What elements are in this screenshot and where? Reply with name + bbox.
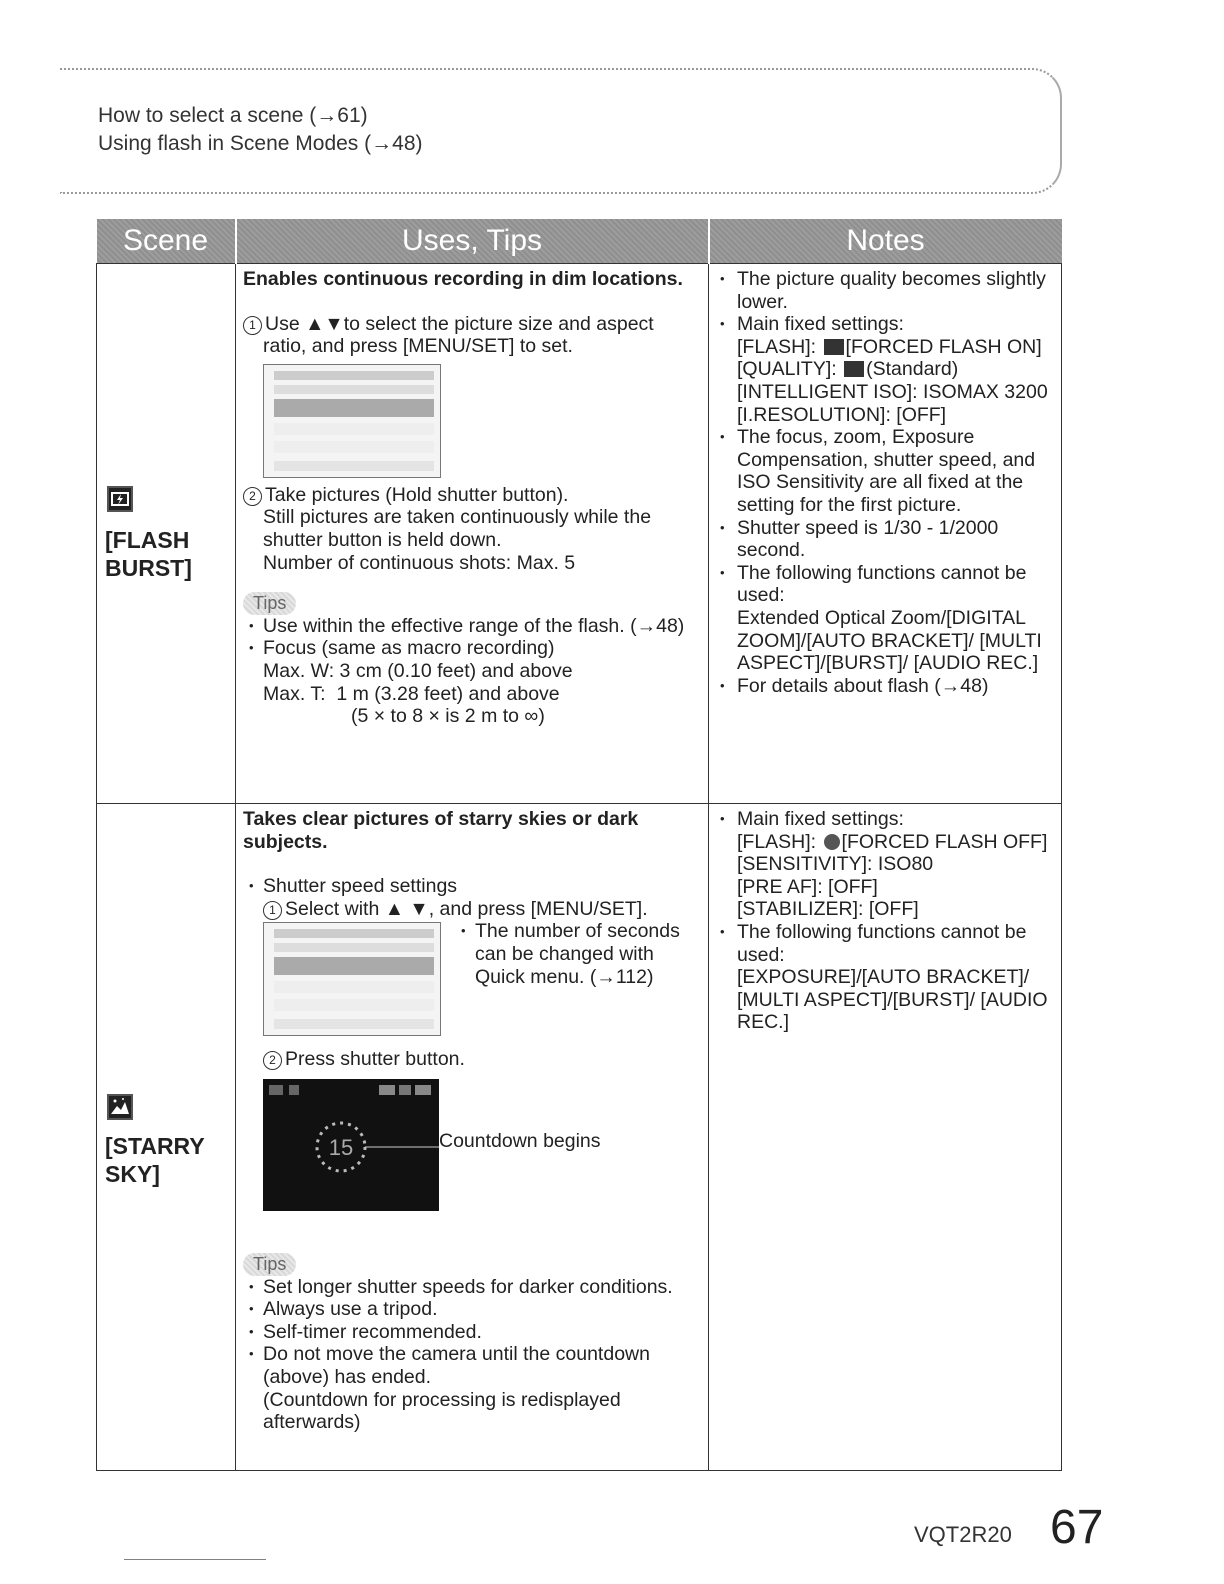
starry-sky-note2: • The following functions cannot be used:	[717, 921, 1057, 966]
starry-sky-tips-label: Tips	[243, 1253, 296, 1276]
table-row-starry-sky	[97, 804, 1062, 1471]
flash-burst-note5: • The following functions cannot be used:	[717, 562, 1057, 607]
starry-sky-bullet1: • Shutter speed settings	[243, 875, 702, 898]
flash-burst-note3: • The focus, zoom, Exposure Compensation, shutter speed, and ISO Sensitivity are all fixed at the setting for the first picture.	[717, 426, 1057, 516]
flash-burst-note2-ires: [I.RESOLUTION]: [OFF]	[737, 403, 947, 426]
starry-sky-tip4-line1: (Countdown for processing is redisplayed afterwards)	[263, 1388, 621, 1434]
flash-burst-note2: • Main fixed settings:	[717, 313, 1057, 336]
flash-burst-note2-iso: [INTELLIGENT ISO]: ISOMAX 3200	[737, 380, 1048, 403]
scene-cell-starry-sky	[97, 804, 236, 1471]
picture-size-menu-screen	[263, 364, 441, 478]
starry-sky-icon	[107, 1094, 133, 1120]
flash-burst-tip2-line1: Max. W: 3 cm (0.10 feet) and above	[263, 659, 573, 682]
flash-burst-tips-label: Tips	[243, 592, 296, 615]
starry-sky-headline: Takes clear pictures of starry skies or dark subjects.	[243, 808, 639, 853]
page-number: 67	[1050, 1501, 1104, 1554]
flash-burst-icon	[107, 486, 133, 512]
starry-sky-note1-sensitivity: [SENSITIVITY]: ISO80	[737, 853, 934, 876]
uses-cell-flash-burst	[236, 264, 709, 804]
starry-sky-tip2: • Always use a tripod.	[243, 1298, 702, 1321]
table-header-row	[97, 219, 1062, 264]
starry-sky-screen-row	[243, 920, 702, 1042]
starry-sky-step1: 1 Select with ▲ ▼, and press [MENU/SET].	[243, 898, 702, 921]
shutter-speed-menu-screen	[263, 922, 441, 1036]
starry-sky-note2-line1: [EXPOSURE]/[AUTO BRACKET]/ [MULTI ASPECT]/[BURST]/ [AUDIO REC.]	[737, 966, 1048, 1034]
flash-burst-note1: • The picture quality becomes slightly lower.	[717, 268, 1057, 313]
starry-sky-tip1: • Set longer shutter speeds for darker conditions.	[243, 1276, 702, 1299]
flash-burst-tip2-line3: (5 × to 8 × is 2 m to ∞)	[351, 705, 545, 728]
ref-select-scene: How to select a scene (→61)	[98, 104, 368, 127]
notes-cell-starry-sky	[709, 804, 1062, 1471]
countdown-screen	[263, 1079, 439, 1211]
starry-sky-note1: • Main fixed settings:	[717, 808, 1057, 831]
countdown-value: 15	[328, 1134, 354, 1160]
starry-sky-note1-stabilizer: [STABILIZER]: [OFF]	[737, 898, 919, 921]
flash-burst-step2-detail2: Number of continuous shots: Max. 5	[263, 551, 576, 574]
flash-burst-tip2-line2: Max. T: 1 m (3.28 feet) and above	[263, 682, 560, 705]
starry-sky-step2: 2 Press shutter button.	[243, 1048, 702, 1071]
quality-standard-icon	[844, 361, 864, 377]
flash-burst-note5-line1: Extended Optical Zoom/[DIGITAL ZOOM]/[AUTO BRACKET]/ [MULTI ASPECT]/[BURST]/ [AUDIO REC.]	[737, 606, 1042, 675]
starry-sky-tip4: • Do not move the camera until the countdown (above) has ended.	[243, 1343, 702, 1388]
flash-burst-step2-detail1: Still pictures are taken continuously while the shutter button is held down.	[263, 506, 652, 551]
table-row-flash-burst	[97, 264, 1062, 804]
forced-flash-on-icon	[824, 339, 844, 355]
flash-burst-note2-quality: [QUALITY]: (Standard)	[737, 358, 959, 381]
starry-sky-note1-flash: [FLASH]: [FORCED FLASH OFF]	[737, 830, 1048, 853]
ref-flash-scene-modes: Using flash in Scene Modes (→48)	[98, 132, 423, 155]
document-code: VQT2R20	[914, 1522, 1012, 1547]
flash-burst-step1: 1 Use ▲▼to select the picture size and aspect ratio, and press [MENU/SET] to set.	[243, 313, 702, 358]
notes-cell-flash-burst	[709, 264, 1062, 804]
starry-sky-side-note: • The number of seconds can be changed with Quick menu. (→112)	[455, 920, 685, 988]
countdown-label: Countdown begins	[439, 1130, 601, 1153]
header-scene: Scene	[97, 219, 236, 264]
uses-cell-starry-sky	[236, 804, 709, 1471]
flash-burst-tip2: • Focus (same as macro recording)	[243, 637, 702, 660]
scene-name-starry-sky: [STARRY SKY]	[105, 1133, 205, 1187]
flash-burst-headline: Enables continuous recording in dim locations.	[243, 268, 683, 290]
flash-burst-note6: • For details about flash (→48)	[717, 675, 1057, 698]
scene-table	[96, 219, 1062, 1471]
starry-sky-tip3: • Self-timer recommended.	[243, 1321, 702, 1344]
reference-box	[60, 68, 1062, 194]
header-notes: Notes	[709, 219, 1062, 264]
forced-flash-off-icon	[824, 834, 840, 850]
header-uses: Uses, Tips	[236, 219, 709, 264]
footer-line	[124, 1559, 266, 1560]
flash-burst-tip1: • Use within the effective range of the flash. (→48)	[243, 615, 702, 638]
scene-cell-flash-burst	[97, 264, 236, 804]
countdown-row	[243, 1071, 702, 1211]
flash-burst-step2: 2 Take pictures (Hold shutter button).	[243, 484, 702, 507]
scene-name-flash-burst: [FLASH BURST]	[105, 527, 192, 581]
flash-burst-note4: • Shutter speed is 1/30 - 1/2000 second.	[717, 517, 1057, 562]
starry-sky-note1-preaf: [PRE AF]: [OFF]	[737, 875, 878, 898]
flash-burst-note2-flash: [FLASH]: [FORCED FLASH ON]	[737, 335, 1042, 358]
